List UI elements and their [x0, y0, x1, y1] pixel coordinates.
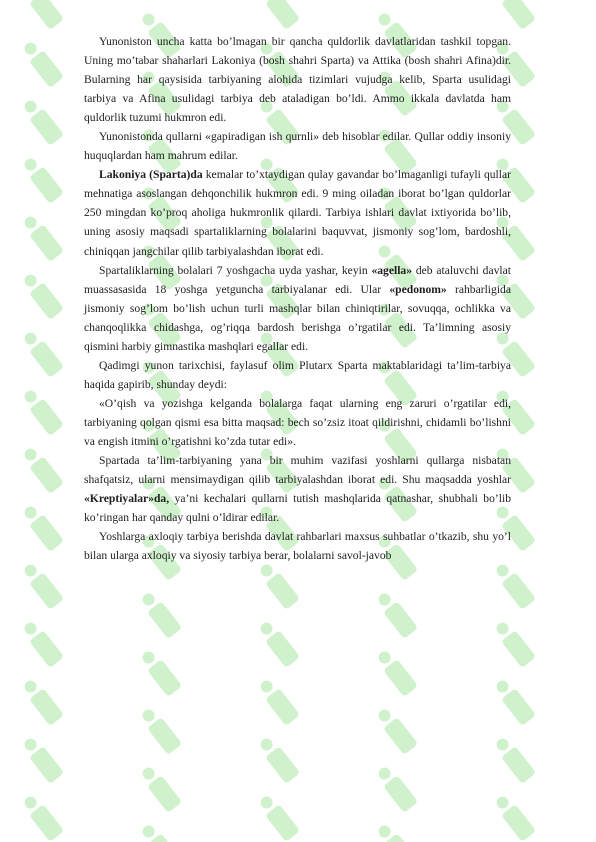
watermark-mark: [138, 705, 182, 755]
watermark-mark: [492, 560, 536, 610]
paragraph: [84, 394, 511, 451]
watermark-mark: [20, 676, 64, 726]
text-run: Spartaliklarning bolalari 7 yoshgacha uyda yashar, keyin: [99, 263, 372, 277]
watermark-mark: [20, 386, 64, 436]
paragraph: [84, 32, 511, 127]
watermark-mark: [20, 328, 64, 378]
text-run: Qadimgi yunon tarixchisi, faylasuf olim Plutarx Sparta maktablaridagi ta’lim-tarbiya haqida gapirib, shunday deydi:: [84, 358, 511, 391]
watermark-mark: [138, 647, 182, 697]
watermark-mark: [20, 212, 64, 262]
watermark-mark: [256, 734, 300, 784]
document-body: [84, 32, 511, 565]
paragraph: [84, 356, 511, 394]
watermark-mark: [492, 792, 536, 842]
watermark-mark: [20, 0, 64, 30]
paragraph: [84, 527, 511, 565]
watermark-mark: [20, 38, 64, 88]
text-run: Yunoniston uncha katta bo’lmagan bir qancha quldorlik davlatlaridan tashkil topgan. Uning mo’tabar shaharlari Lakoniya (bosh shahri Sparta) va Attika (bosh shahri Afina)dir. Bularning har qaysisida tarbiyaning alohida tizimlari vujudga kelib, Sparta usulidagi tarbiya va Afina usulidagi tarbiya deb ataladigan bo’ldi. Ammo ikkala davlatda ham quldorlik tuzumi hukmron edi.: [84, 35, 511, 125]
paragraph: [84, 165, 511, 260]
bold-term: Lakoniya (Sparta)da: [99, 168, 203, 182]
watermark-mark: [20, 270, 64, 320]
watermark-mark: [492, 618, 536, 668]
watermark-mark: [492, 734, 536, 784]
watermark-mark: [20, 734, 64, 784]
bold-term: «agella»: [371, 263, 413, 277]
watermark-mark: [256, 676, 300, 726]
text-run: Spartada ta’lim-tarbiyaning yana bir muhim vazifasi yoshlarni qullarga nisbatan shafqatsiz, ularni mensimaydigan qilib tarbiyalashdan iborat edi. Shu maqsadda yoshlar: [84, 454, 511, 487]
watermark-mark: [20, 792, 64, 842]
watermark-mark: [374, 705, 418, 755]
text-run: Yunonistonda qullarni «gapiradigan ish qurnli» deb hisoblar edilar. Qullar oddiy insoniy huquqlardan ham mahrum edilar.: [84, 130, 511, 163]
text-run: rahbarligida jismoniy sog’lom bo’lish uchun turli mashqlar bilan chiniqtirilar, sovuqqa, ochlikka va chanqoqlikka chidashga, og’riqqa bardosh berishga o’rgatilar edi. Ta’limning asosiy qismini harbiy gimnastika mashqlari egallar edi.: [84, 282, 511, 353]
watermark-mark: [492, 0, 536, 30]
watermark-mark: [20, 96, 64, 146]
text-run: deb ataluvchi davlat muassasasida 18 yoshga yetguncha tarbiyalanar edi. Ular: [84, 263, 511, 296]
watermark-mark: [374, 589, 418, 639]
watermark-mark: [374, 763, 418, 813]
bold-term: «pedonom»: [389, 282, 447, 296]
bold-term: «Kreptiyalar»da,: [84, 492, 170, 506]
watermark-mark: [20, 618, 64, 668]
paragraph: [84, 261, 511, 356]
watermark-mark: [138, 821, 182, 842]
watermark-mark: [256, 792, 300, 842]
watermark-mark: [374, 647, 418, 697]
text-run: Yoshlarga axloqiy tarbiya berishda davlat rahbarlari maxsus suhbatlar o’tkazib, shu yo’l bilan ularga axloqiy va siyosiy tarbiya berar, bolalarni savol-javob: [84, 530, 511, 563]
watermark-mark: [256, 560, 300, 610]
watermark-mark: [374, 0, 418, 1]
watermark-mark: [20, 444, 64, 494]
text-run: kemalar to’xtaydigan qulay gavandar bo’lmaganligi tufayli qullar mehnatiga asoslangan dehqonchilik hukmron edi. 9 ming oiladan iborat bo’lgan quldorlar 250 mingdan ko’proq aholiga hukmronlik qilardi. Tarbiya ishlari davlat ixtiyorida bo’lib, uning asosiy maqsadi spartaliklarning bolalarini baquvvat, jismoniy sog’lom, bardoshli, chiniqqan jangchilar qilib tarbiyalashdan iborat edi.: [84, 168, 511, 258]
paragraph: [84, 451, 511, 527]
watermark-mark: [256, 618, 300, 668]
text-run: «O’qish va yozishga kelganda bolalarga faqat ularning eng zaruri o’rgatilar edi, tarbiyaning qolgan qismi esa bitta maqsad: bech so’zsiz itoat qildirishni, chidamli bo’lishni va engish itmini o’rgatishni ko’zda tutar edi».: [84, 396, 511, 448]
watermark-mark: [138, 763, 182, 813]
watermark-mark: [20, 502, 64, 552]
watermark-mark: [20, 560, 64, 610]
watermark-mark: [138, 0, 182, 1]
text-run: ya’ni kechalari qullarni tutish mashqlarida qatnashar, shubhali bo’lib ko’ringan har qanday qulni o’ldirar edilar.: [84, 492, 511, 525]
watermark-mark: [20, 154, 64, 204]
watermark-mark: [138, 589, 182, 639]
document-page: [84, 32, 511, 565]
watermark-mark: [492, 676, 536, 726]
watermark-mark: [256, 0, 300, 30]
paragraph: [84, 127, 511, 165]
watermark-mark: [374, 821, 418, 842]
